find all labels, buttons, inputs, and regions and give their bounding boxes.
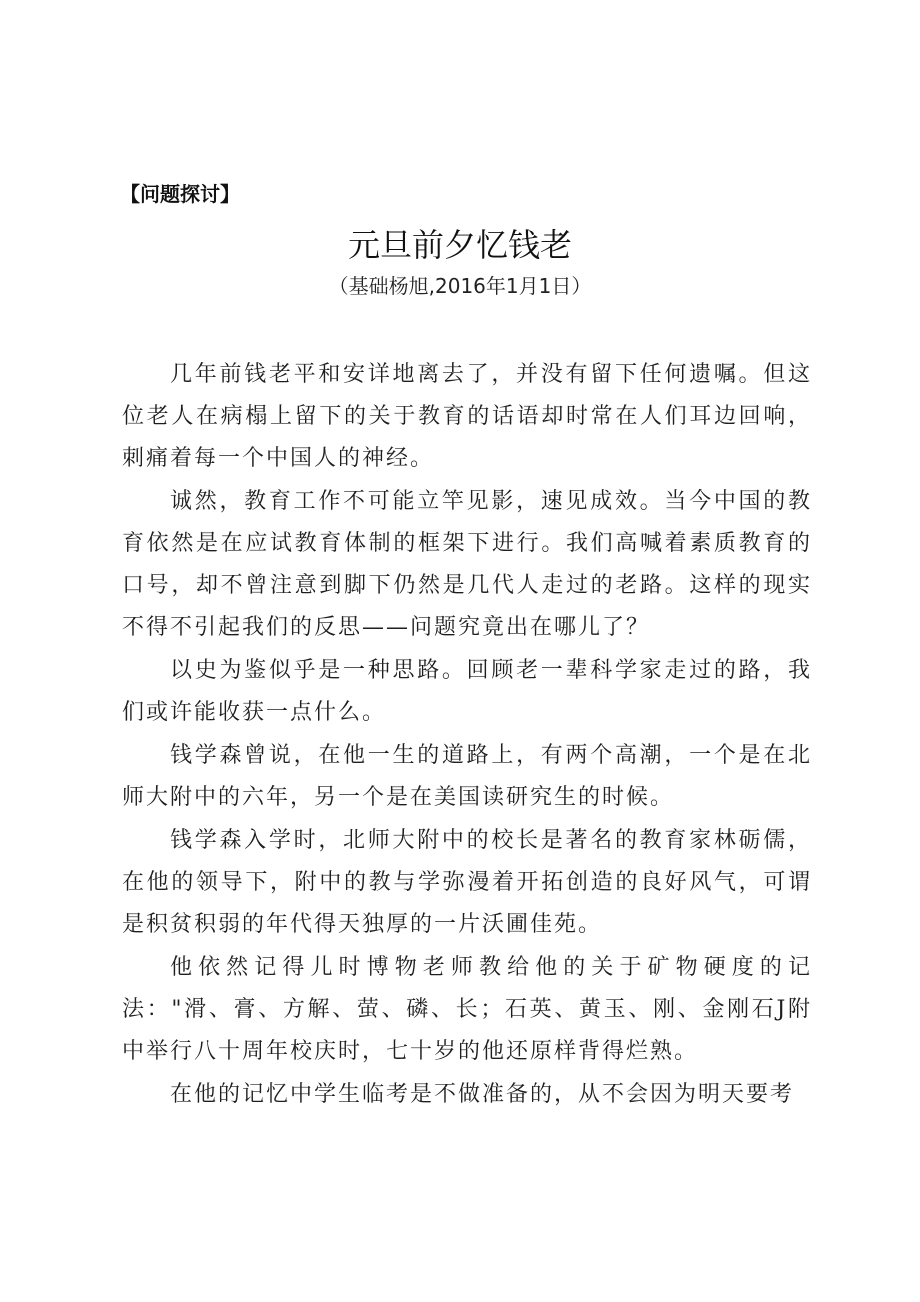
paragraph: 以史为鉴似乎是一种思路。回顾老一辈科学家走过的路，我们或许能收获一点什么。 (122, 658, 812, 725)
article-body (122, 354, 812, 1117)
article-title: 元旦前夕忆钱老 (347, 226, 572, 264)
paragraph: 钱学森曾说，在他一生的道路上，有两个高潮，一个是在北师大附中的六年，另一个是在美国读研究生的时候。 (122, 743, 812, 810)
paragraph: 诚然，教育工作不可能立竿见影，速见成效。当今中国的教育依然是在应试教育体制的框架下进行。我们高喊着素质教育的口号，却不曾注意到脚下仍然是几代人走过的老路。这样的现实不得不引起我们的反思——问题究竟出在哪儿了？ (122, 489, 812, 640)
paragraph: 在他的记忆中学生临考是不做准备的，从不会因为明天要考 (170, 1082, 795, 1107)
article-byline: （基础杨旭,2016年1月1日） (328, 274, 592, 298)
section-label: 【问题探讨】 (120, 182, 240, 206)
paragraph: 几年前钱老平和安详地离去了，并没有留下任何遗嘱。但这位老人在病榻上留下的关于教育的话语却时常在人们耳边回响，刺痛着每一个中国人的神经。 (122, 362, 812, 471)
paragraph: 他依然记得儿时博物老师教给他的关于矿物硬度的记法："滑、膏、方解、萤、磷、长；石英、黄玉、刚、金刚石J附中举行八十周年校庆时，七十岁的他还原样背得烂熟。 (122, 955, 812, 1064)
paragraph: 钱学森入学时，北师大附中的校长是著名的教育家林砺儒，在他的领导下，附中的教与学弥漫着开拓创造的良好风气，可谓是积贫积弱的年代得天独厚的一片沃圃佳苑。 (122, 828, 812, 937)
